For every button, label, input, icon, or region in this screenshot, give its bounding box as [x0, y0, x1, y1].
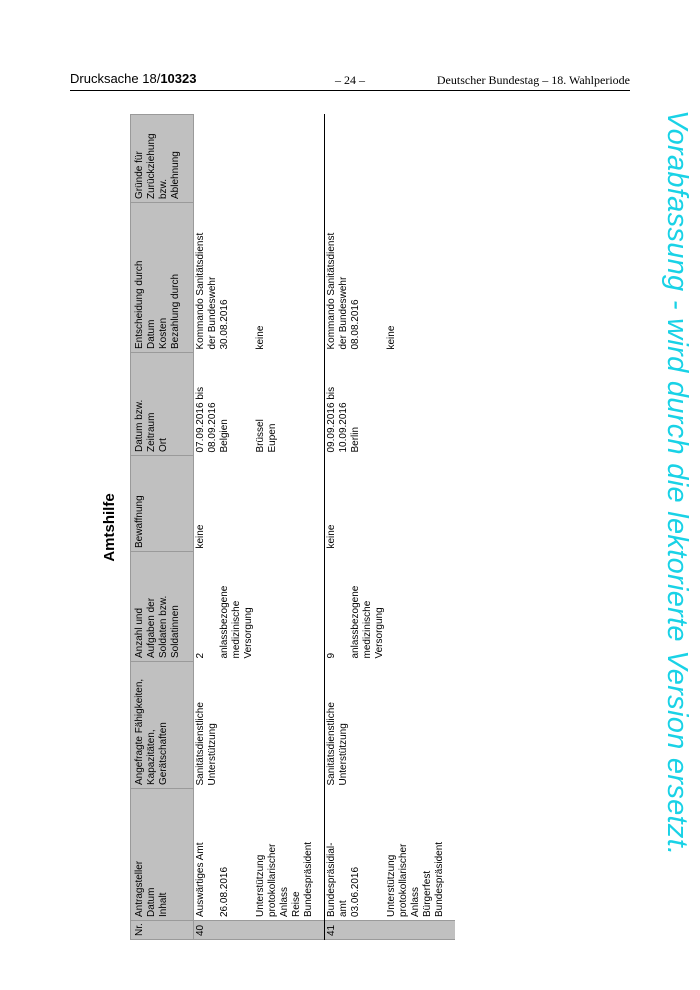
- zeitraum-line: 09.09.2016 bis: [326, 386, 337, 453]
- col-header-gruende: [131, 115, 194, 203]
- inhalt-line: Bürgerfest: [422, 870, 433, 917]
- inhalt-line: Anlass: [410, 886, 421, 917]
- header-line: Bewaffnung: [134, 495, 145, 548]
- table-header-row: [131, 115, 194, 940]
- amtshilfe-table: [130, 114, 455, 940]
- antragsteller-line: Bundespräsidial-: [326, 842, 337, 917]
- draft-watermark: Vorabfassung - wird durch die lektorierte Version ersetzt.: [661, 110, 693, 856]
- institution-label: Deutscher Bundestag – 18. Wahlperiode: [436, 73, 630, 87]
- table-row: [194, 115, 325, 940]
- inhalt-line: Reise: [291, 891, 302, 917]
- cell-zeitraum: [325, 353, 456, 456]
- col-header-antrag: [131, 789, 194, 921]
- header-line: Datum: [146, 887, 157, 917]
- header-line: Kapazitäten,: [146, 729, 157, 785]
- aufgaben-line: Versorgung: [243, 607, 254, 659]
- page-header: [70, 70, 630, 91]
- kosten-value: keine: [386, 325, 397, 350]
- zeitraum-line: 08.09.2016: [207, 402, 218, 453]
- aufgaben-line: anlassbezogene: [350, 585, 361, 659]
- header-line: Gerätschaften: [158, 722, 169, 785]
- inhalt-line: protokollarischer: [398, 843, 409, 917]
- cell-antrag: [325, 789, 456, 921]
- cell-nr: [194, 921, 325, 940]
- header-line: Ablehnung: [170, 151, 181, 199]
- inhalt-line: Anlass: [279, 886, 290, 917]
- header-line: Datum: [146, 319, 157, 349]
- col-header-entscheidung: [131, 203, 194, 353]
- inhalt-line: Bundespräsident: [434, 841, 445, 917]
- faehigkeiten-line: Unterstützung: [338, 723, 349, 786]
- header-line: Entscheidung durch: [134, 260, 145, 349]
- antragsteller-line: amt: [338, 900, 349, 917]
- header-line: Soldatinnen: [170, 605, 181, 658]
- zeitraum-line: 07.09.2016 bis: [195, 386, 206, 453]
- header-line: Soldaten bzw.: [158, 595, 169, 658]
- cell-nr: [325, 921, 456, 940]
- bewaffnung-value: keine: [195, 524, 206, 549]
- nr-value: 41: [326, 924, 337, 936]
- col-header-faehigkeiten: [131, 662, 194, 789]
- cell-entscheidung: [194, 203, 325, 353]
- inhalt-line: Unterstützung: [255, 854, 266, 917]
- kosten-value: keine: [255, 325, 266, 350]
- rotated-table-area: [100, 115, 445, 940]
- header-line: Aufgaben der: [146, 597, 157, 658]
- cell-anzahl: [325, 552, 456, 662]
- cell-antrag: [194, 789, 325, 921]
- doc-label: Drucksache 18/: [70, 71, 161, 86]
- aufgaben-line: medizinische: [231, 600, 242, 659]
- ort-line: Eupen: [267, 423, 278, 453]
- cell-bewaffnung: [194, 456, 325, 552]
- header-line: Kosten: [158, 317, 169, 349]
- header-line: Angefragte Fähigkeiten,: [134, 678, 145, 785]
- inhalt-line: Bundespräsident: [303, 841, 314, 917]
- antragsteller-line: Auswärtiges Amt: [195, 842, 206, 917]
- bewaffnung-value: keine: [326, 524, 337, 549]
- header-line: Bezahlung durch: [170, 273, 181, 349]
- antrag-datum: 26.08.2016: [219, 866, 230, 917]
- header-line: Ort: [158, 438, 169, 452]
- cell-bewaffnung: [325, 456, 456, 552]
- zeitraum-line: Berlin: [350, 426, 361, 453]
- header-line: Antragsteller: [134, 860, 145, 917]
- header-line: bzw.: [158, 178, 169, 199]
- faehigkeiten-line: Sanitätsdienstliche: [195, 702, 206, 786]
- col-header-anzahl: [131, 552, 194, 662]
- header-line: Zeitraum: [146, 412, 157, 452]
- cell-anzahl: [194, 552, 325, 662]
- entscheidung-line: 08.08.2016: [350, 299, 361, 350]
- table-row: [325, 115, 456, 940]
- inhalt-line: Unterstützung: [386, 854, 397, 917]
- aufgaben-line: Versorgung: [374, 607, 385, 659]
- cell-zeitraum: [194, 353, 325, 456]
- aufgaben-line: medizinische: [362, 600, 373, 659]
- header-line: Datum bzw.: [134, 399, 145, 452]
- zeitraum-line: 10.09.2016: [338, 402, 349, 453]
- header-line: Anzahl und: [134, 607, 145, 658]
- col-header-nr: [131, 921, 194, 940]
- cell-faehigkeiten: [194, 662, 325, 789]
- header-nr-text: Nr.: [134, 923, 145, 936]
- antrag-datum: 03.06.2016: [350, 866, 361, 917]
- doc-number-bold: 10323: [160, 71, 197, 86]
- entscheidung-line: der Bundeswehr: [207, 276, 218, 350]
- cell-gruende: [325, 115, 456, 203]
- col-header-zeitraum: [131, 353, 194, 456]
- entscheidung-line: Kommando Sanitätsdienst: [326, 232, 337, 350]
- entscheidung-line: der Bundeswehr: [338, 276, 349, 350]
- nr-value: 40: [195, 924, 206, 936]
- aufgaben-line: anlassbezogene: [219, 585, 230, 659]
- entscheidung-line: Kommando Sanitätsdienst: [195, 232, 206, 350]
- faehigkeiten-line: Unterstützung: [207, 723, 218, 786]
- header-line: Gründe für: [134, 151, 145, 199]
- col-header-bewaffnung: [131, 456, 194, 552]
- cell-gruende: [194, 115, 325, 203]
- entscheidung-line: 30.08.2016: [219, 299, 230, 350]
- faehigkeiten-line: Sanitätsdienstliche: [326, 702, 337, 786]
- inhalt-line: protokollarischer: [267, 843, 278, 917]
- anzahl-value: 9: [326, 652, 337, 659]
- header-line: Zurückziehung: [146, 133, 157, 199]
- anzahl-value: 2: [195, 652, 206, 659]
- page-number: – 24 –: [335, 73, 365, 87]
- cell-entscheidung: [325, 203, 456, 353]
- ort-line: Brüssel: [255, 419, 266, 453]
- section-title: Amtshilfe: [101, 493, 118, 562]
- zeitraum-line: Belgien: [219, 419, 230, 453]
- cell-faehigkeiten: [325, 662, 456, 789]
- header-line: Inhalt: [158, 892, 169, 917]
